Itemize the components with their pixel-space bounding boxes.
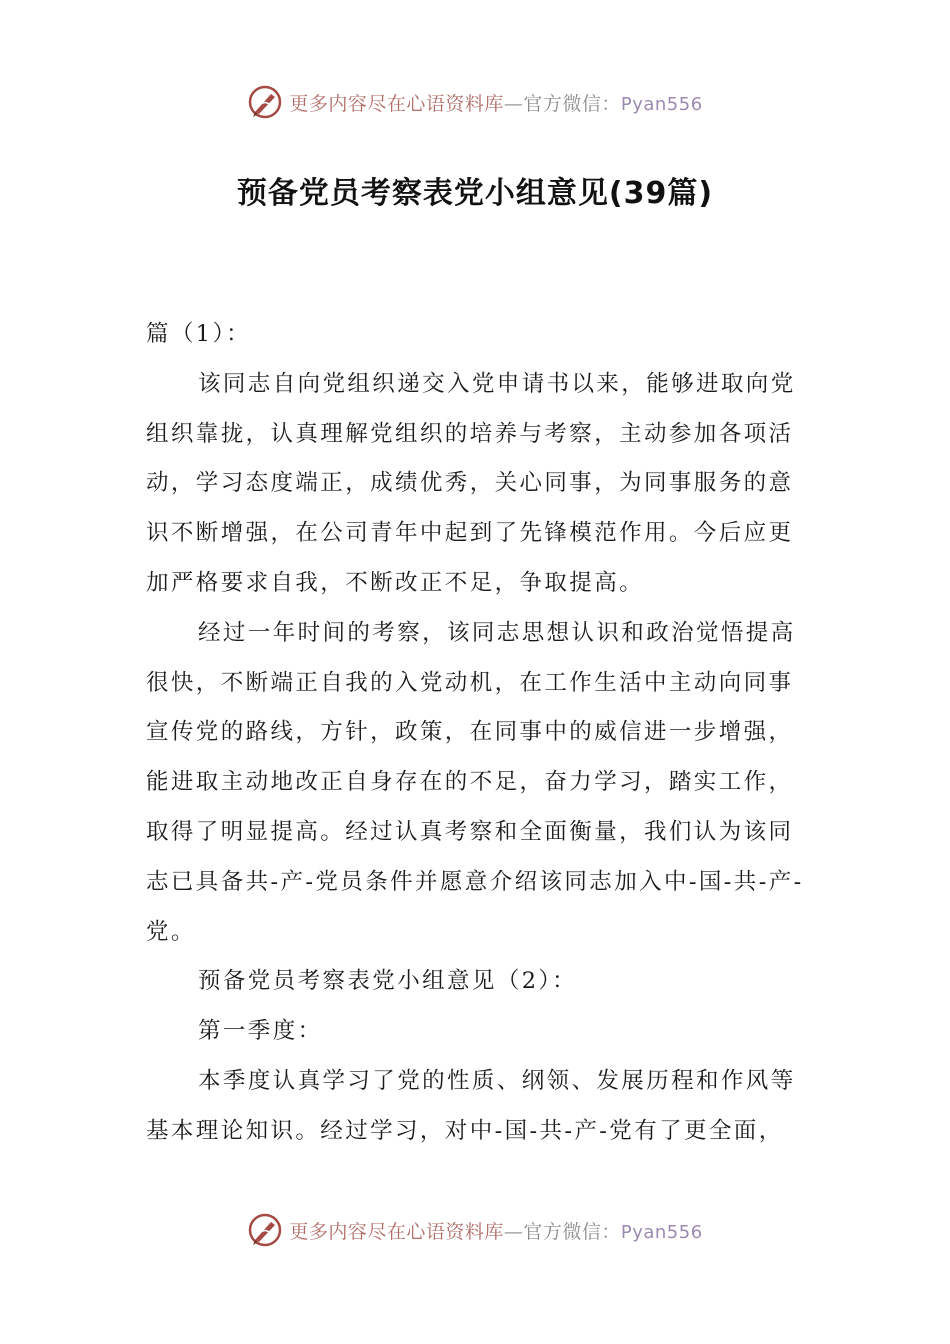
pen-logo-icon [247, 84, 283, 120]
paragraph: 本季度认真学习了党的性质、纲领、发展历程和作风等基本理论知识。经过学习，对中-国-共-产-党有了更全面， [146, 1067, 796, 1144]
paragraph: 经过一年时间的考察，该同志思想认识和政治觉悟提高很快，不断端正自我的入党动机，在工作生活中主动向同事宣传党的路线，方针，政策，在同事中的威信进一步增强，能进取主动地改正自身存在的不足，奋力学习，踏实工作，取得了明显提高。经过认真考察和全面衡量，我们认为该同志已具备共-产-党员条件并愿意介绍该同志加入中-国-共-产-党。 [146, 619, 804, 945]
header-banner [0, 80, 950, 124]
section-heading: 篇（1）： [146, 321, 252, 347]
footer-banner [0, 1208, 950, 1252]
section-heading: 预备党员考察表党小组意见（2）： [198, 968, 577, 995]
document-title: 预备党员考察表党小组意见(39篇) [236, 176, 714, 211]
paragraph: 该同志自向党组织递交入党申请书以来，能够进取向党组织靠拢，认真理解党组织的培养与考察，主动参加各项活动，学习态度端正，成绩优秀，关心同事，为同事服务的意识不断增强，在公司青年中起到了先锋模范作用。今后应更加严格要求自我，不断改正不足，争取提高。 [146, 370, 796, 596]
document-body [146, 310, 816, 1157]
banner-text: 更多内容尽在心语资料库—官方微信：Pyan556 [289, 92, 703, 115]
subsection-heading: 第一季度： [198, 1018, 323, 1045]
pen-logo-icon [247, 1212, 283, 1248]
banner-text: 更多内容尽在心语资料库—官方微信：Pyan556 [289, 1220, 703, 1243]
